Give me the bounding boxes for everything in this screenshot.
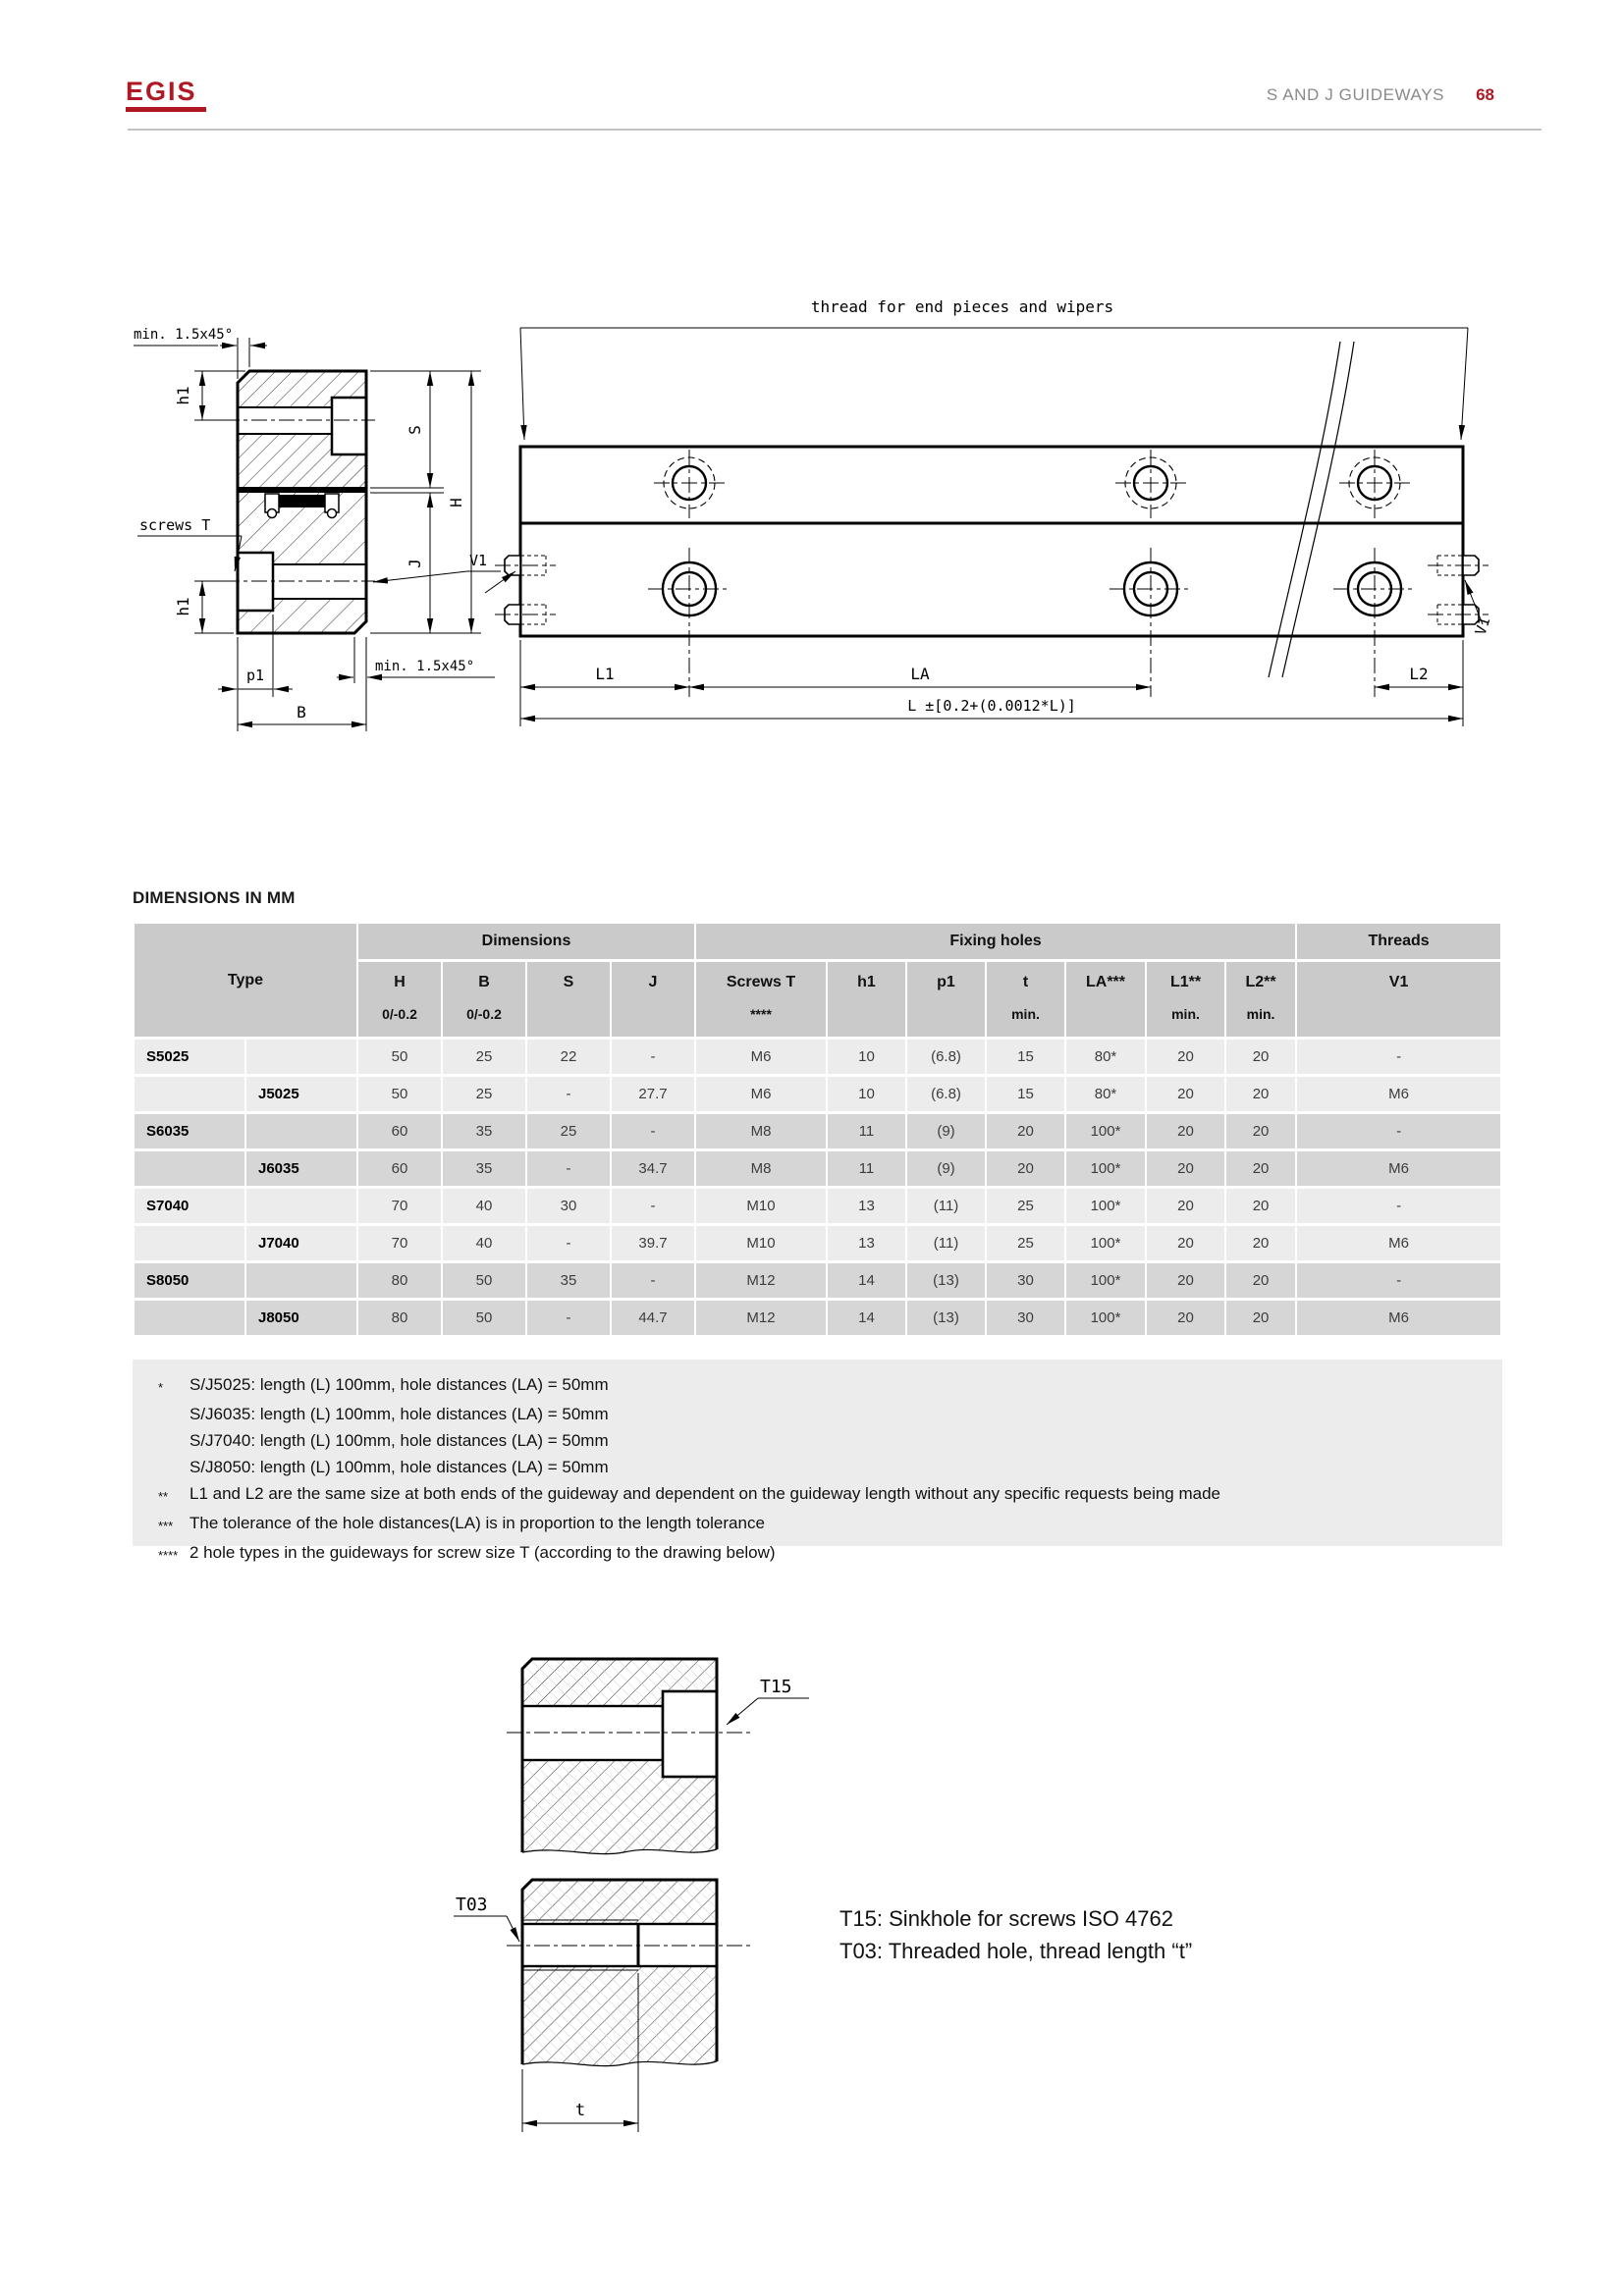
footnote-row <box>133 1401 1502 1427</box>
value-cell: 39.7 <box>612 1226 694 1260</box>
value-cell: M8 <box>696 1114 826 1148</box>
value-cell: 13 <box>828 1189 905 1223</box>
footnote-row <box>133 1371 1502 1401</box>
value-cell: 80 <box>358 1263 441 1298</box>
value-cell: 60 <box>358 1151 441 1186</box>
value-cell: 50 <box>358 1077 441 1111</box>
value-cell: 20 <box>987 1114 1064 1148</box>
value-cell: 11 <box>828 1151 905 1186</box>
value-cell: 10 <box>828 1077 905 1111</box>
value-cell: 25 <box>443 1040 525 1074</box>
h-label: H <box>447 498 465 507</box>
footnote-row <box>133 1510 1502 1539</box>
value-cell: 20 <box>1226 1189 1295 1223</box>
col-header-h: H 0/-0.2 <box>358 962 441 1037</box>
value-cell: 30 <box>987 1301 1064 1335</box>
cross-section-drawing <box>128 236 511 756</box>
col-header-v1: V1 <box>1297 962 1500 1037</box>
value-cell: M6 <box>1297 1077 1500 1111</box>
col-header-screws-t: Screws T **** <box>696 962 826 1037</box>
value-cell: 40 <box>443 1189 525 1223</box>
value-cell: 20 <box>1226 1114 1295 1148</box>
footnote-text: 2 hole types in the guideways for screw size T (according to the drawing below) <box>189 1543 776 1562</box>
footnote-text: S/J6035: length (L) 100mm, hole distances (LA) = 50mm <box>189 1405 609 1423</box>
footnote-text: S/J8050: length (L) 100mm, hole distances (LA) = 50mm <box>189 1458 609 1476</box>
type-cell: S8050 <box>135 1263 244 1298</box>
bottom-hole-row <box>648 548 1416 697</box>
value-cell: 20 <box>1147 1301 1224 1335</box>
footnote-text: The tolerance of the hole distances(LA) is in proportion to the length tolerance <box>189 1514 765 1532</box>
value-cell: - <box>527 1226 610 1260</box>
table-row <box>135 1189 1500 1223</box>
value-cell: 20 <box>1147 1189 1224 1223</box>
t15-drawing <box>507 1659 809 1854</box>
table-row <box>135 1151 1500 1186</box>
footnote-text: S/J7040: length (L) 100mm, hole distances (LA) = 50mm <box>189 1431 609 1450</box>
type-cell <box>246 1189 356 1223</box>
value-cell: M6 <box>1297 1226 1500 1260</box>
value-cell: 27.7 <box>612 1077 694 1111</box>
value-cell: - <box>1297 1263 1500 1298</box>
value-cell: 20 <box>1147 1151 1224 1186</box>
egis-logo-underline <box>126 107 206 112</box>
top-hole-row <box>654 450 1410 518</box>
break-line <box>1282 342 1354 677</box>
v1-side-label: V1 <box>1471 614 1494 638</box>
value-cell: 60 <box>358 1114 441 1148</box>
page-number: 68 <box>1476 85 1494 104</box>
col-header-t: t min. <box>987 962 1064 1037</box>
chamfer-bottom-label: min. 1.5x45° <box>375 659 475 674</box>
value-cell: - <box>612 1040 694 1074</box>
value-cell: 20 <box>1226 1077 1295 1111</box>
type-cell: J8050 <box>246 1301 356 1335</box>
egis-logo <box>126 79 206 112</box>
value-cell: 50 <box>358 1040 441 1074</box>
value-cell: - <box>1297 1189 1500 1223</box>
value-cell: (9) <box>907 1114 985 1148</box>
value-cell: 80* <box>1066 1077 1145 1111</box>
value-cell: - <box>612 1189 694 1223</box>
type-cell: S5025 <box>135 1040 244 1074</box>
hole-type-descriptions <box>839 1902 1192 1967</box>
value-cell: 30 <box>527 1189 610 1223</box>
p1-label: p1 <box>245 667 265 684</box>
value-cell: 15 <box>987 1040 1064 1074</box>
value-cell: 25 <box>987 1189 1064 1223</box>
l1-label: L1 <box>595 665 615 683</box>
footnote-marker: *** <box>158 1519 174 1533</box>
value-cell: 25 <box>987 1226 1064 1260</box>
page-header <box>1267 85 1494 105</box>
clip-foot-right <box>328 509 337 518</box>
j-label: J <box>406 559 424 568</box>
value-cell: M10 <box>696 1189 826 1223</box>
table-row <box>135 1301 1500 1335</box>
footnote-row <box>133 1427 1502 1454</box>
value-cell: (13) <box>907 1263 985 1298</box>
s-label: S <box>406 425 424 435</box>
egis-logo-text: EGIS <box>126 77 197 106</box>
value-cell: 20 <box>1147 1077 1224 1111</box>
value-cell: (13) <box>907 1301 985 1335</box>
value-cell: - <box>1297 1114 1500 1148</box>
value-cell: 50 <box>443 1263 525 1298</box>
value-cell: 100* <box>1066 1114 1145 1148</box>
value-cell: 20 <box>1226 1040 1295 1074</box>
rail-body <box>520 447 1463 636</box>
screws-t-label: screws T <box>139 516 211 534</box>
col-header-b: B 0/-0.2 <box>443 962 525 1037</box>
chamfer-top-label: min. 1.5x45° <box>134 327 234 343</box>
group-header-fixing-holes: Fixing holes <box>696 924 1295 959</box>
upper-counterbore <box>332 398 366 454</box>
footnote-marker <box>133 1454 189 1480</box>
value-cell: 35 <box>443 1151 525 1186</box>
type-cell <box>246 1040 356 1074</box>
value-cell: 20 <box>1147 1114 1224 1148</box>
footnotes-box <box>133 1360 1502 1563</box>
col-header-p1: p1 <box>907 962 985 1037</box>
table-body <box>135 1040 1500 1335</box>
table-row <box>135 1077 1500 1111</box>
type-cell <box>135 1077 244 1111</box>
b-label: B <box>297 703 306 721</box>
footnote-marker: * <box>158 1380 164 1395</box>
value-cell: 25 <box>443 1077 525 1111</box>
l-formula-label: L ±[0.2+(0.0012*L)] <box>907 697 1076 715</box>
value-cell: 40 <box>443 1226 525 1260</box>
group-header-dimensions: Dimensions <box>358 924 694 959</box>
value-cell: 20 <box>1226 1301 1295 1335</box>
col-header-j: J <box>612 962 694 1037</box>
value-cell: - <box>1297 1040 1500 1074</box>
value-cell: 20 <box>1147 1226 1224 1260</box>
value-cell: 80* <box>1066 1040 1145 1074</box>
type-cell: S6035 <box>135 1114 244 1148</box>
table-row <box>135 1263 1500 1298</box>
value-cell: 25 <box>527 1114 610 1148</box>
footnote-marker: ** <box>158 1489 169 1504</box>
value-cell: 30 <box>987 1263 1064 1298</box>
value-cell: 14 <box>828 1263 905 1298</box>
type-cell <box>246 1263 356 1298</box>
value-cell: 100* <box>1066 1301 1145 1335</box>
break-line <box>1269 342 1340 677</box>
v1-label: V1 <box>469 552 488 569</box>
type-cell: J6035 <box>246 1151 356 1186</box>
col-header-h1: h1 <box>828 962 905 1037</box>
value-cell: M12 <box>696 1263 826 1298</box>
value-cell: 70 <box>358 1189 441 1223</box>
value-cell: 20 <box>1226 1226 1295 1260</box>
header-divider <box>128 129 1542 131</box>
value-cell: 44.7 <box>612 1301 694 1335</box>
value-cell: M6 <box>1297 1151 1500 1186</box>
col-header-la: LA*** <box>1066 962 1145 1037</box>
value-cell: 70 <box>358 1226 441 1260</box>
col-header-l1: L1** min. <box>1147 962 1224 1037</box>
value-cell: 100* <box>1066 1263 1145 1298</box>
t15-label: T15 <box>760 1677 792 1697</box>
value-cell: (6.8) <box>907 1040 985 1074</box>
value-cell: M12 <box>696 1301 826 1335</box>
value-cell: 20 <box>1226 1263 1295 1298</box>
value-cell: (11) <box>907 1226 985 1260</box>
value-cell: - <box>527 1301 610 1335</box>
value-cell: 100* <box>1066 1189 1145 1223</box>
dimensions-table <box>133 921 1502 1338</box>
col-header-s: S <box>527 962 610 1037</box>
value-cell: M10 <box>696 1226 826 1260</box>
value-cell: 20 <box>1147 1263 1224 1298</box>
type-cell <box>135 1301 244 1335</box>
value-cell: 50 <box>443 1301 525 1335</box>
footnote-row <box>133 1539 1502 1569</box>
footnote-row <box>133 1454 1502 1480</box>
footnote-marker <box>133 1427 189 1454</box>
footnote-marker: **** <box>158 1548 179 1563</box>
side-view-drawing <box>511 285 1502 746</box>
h1-bottom-label: h1 <box>174 597 192 616</box>
value-cell: 22 <box>527 1040 610 1074</box>
value-cell: 35 <box>443 1114 525 1148</box>
type-cell <box>246 1114 356 1148</box>
value-cell: 20 <box>1147 1040 1224 1074</box>
table-row <box>135 1040 1500 1074</box>
type-cell: S7040 <box>135 1189 244 1223</box>
la-label: LA <box>910 665 930 683</box>
thread-note-label: thread for end pieces and wipers <box>810 297 1114 316</box>
value-cell: 20 <box>987 1151 1064 1186</box>
value-cell: - <box>612 1114 694 1148</box>
value-cell: M6 <box>1297 1301 1500 1335</box>
footnote-row <box>133 1480 1502 1510</box>
value-cell: 15 <box>987 1077 1064 1111</box>
l2-label: L2 <box>1409 665 1429 683</box>
t15-description: T15: Sinkhole for screws ISO 4762 <box>839 1906 1173 1931</box>
value-cell: - <box>527 1077 610 1111</box>
value-cell: M6 <box>696 1040 826 1074</box>
end-thread-studs <box>495 556 1489 624</box>
value-cell: 10 <box>828 1040 905 1074</box>
value-cell: 80 <box>358 1301 441 1335</box>
t-dim-label: t <box>574 2101 586 2120</box>
table-row <box>135 1114 1500 1148</box>
t03-label: T03 <box>456 1895 488 1915</box>
value-cell: 11 <box>828 1114 905 1148</box>
page-title: S AND J GUIDEWAYS <box>1266 85 1445 104</box>
value-cell: 13 <box>828 1226 905 1260</box>
value-cell: 35 <box>527 1263 610 1298</box>
value-cell: - <box>527 1151 610 1186</box>
value-cell: M8 <box>696 1151 826 1186</box>
value-cell: 34.7 <box>612 1151 694 1186</box>
h1-top-label: h1 <box>174 386 192 405</box>
footnote-text: L1 and L2 are the same size at both ends of the guideway and dependent on the guideway length without any specific requests being made <box>189 1484 1220 1503</box>
col-header-l2: L2** min. <box>1226 962 1295 1037</box>
value-cell: (9) <box>907 1151 985 1186</box>
value-cell: M6 <box>696 1077 826 1111</box>
table-row <box>135 1226 1500 1260</box>
joint-line <box>238 487 366 493</box>
type-cell: J5025 <box>246 1077 356 1111</box>
value-cell: 100* <box>1066 1226 1145 1260</box>
seal-insert <box>279 495 325 507</box>
value-cell: 100* <box>1066 1151 1145 1186</box>
value-cell: - <box>612 1263 694 1298</box>
type-cell <box>135 1151 244 1186</box>
footnote-marker <box>133 1401 189 1427</box>
table-title: DIMENSIONS IN MM <box>133 888 296 907</box>
t03-drawing <box>454 1880 754 2132</box>
value-cell: 20 <box>1226 1151 1295 1186</box>
value-cell: (11) <box>907 1189 985 1223</box>
value-cell: (6.8) <box>907 1077 985 1111</box>
type-cell: J7040 <box>246 1226 356 1260</box>
t03-description: T03: Threaded hole, thread length “t” <box>839 1939 1193 1963</box>
type-cell <box>135 1226 244 1260</box>
group-header-threads: Threads <box>1297 924 1500 959</box>
col-header-type: Type <box>135 924 356 1037</box>
footnote-text: S/J5025: length (L) 100mm, hole distances (LA) = 50mm <box>189 1375 609 1394</box>
clip-foot-left <box>268 509 277 518</box>
value-cell: 14 <box>828 1301 905 1335</box>
